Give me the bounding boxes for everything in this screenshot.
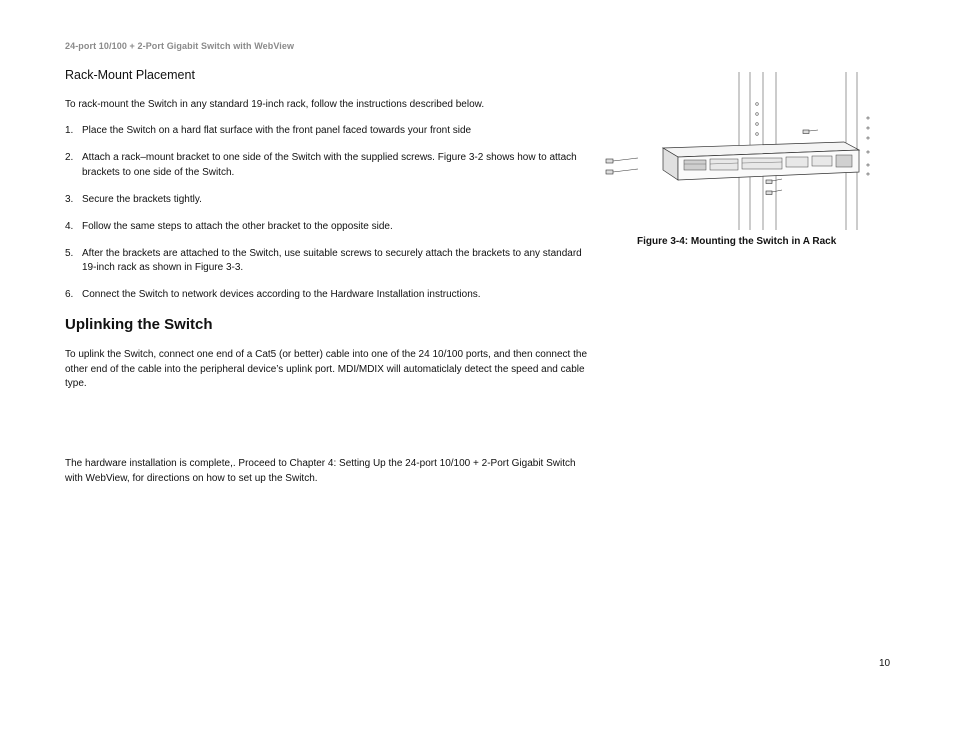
step-text: Connect the Switch to network devices according to the Hardware Installation instructions.	[82, 289, 481, 300]
step-number: 2.	[65, 152, 74, 163]
page-number: 10	[879, 658, 891, 669]
step-item	[65, 288, 595, 303]
figure-caption: Figure 3-4: Mounting the Switch in A Rack	[637, 236, 837, 247]
step-text: Follow the same steps to attach the other bracket to the opposite side.	[82, 220, 393, 232]
rack-mount-steps	[65, 124, 595, 315]
step-text: Place the Switch on a hard flat surface with the front panel faced towards your front side	[82, 125, 472, 136]
step-item	[65, 151, 595, 180]
uplinking-text: To uplink the Switch, connect one end of a Cat5 (or better) cable into one of the 24 10/100 ports, and then connect the other end of the cable into the peripheral device’s uplink port. MDI/MDIX will automaticlaly detect the speed and cable type.	[65, 349, 588, 389]
rack-mount-intro: To rack-mount the Switch in any standard 19-inch rack, follow the instructions described below.	[65, 99, 485, 110]
closing-text: The hardware installation is complete,. Proceed to Chapter 4: Setting Up the 24-port 10/100 + 2-Port Gigabit Switch with WebView, for directions on how to set up the Switch.	[65, 458, 576, 484]
rack-mount-illustration	[600, 70, 880, 235]
step-item	[65, 220, 595, 235]
running-header: 24-port 10/100 + 2-Port Gigabit Switch with WebView	[65, 41, 295, 51]
step-number: 4.	[65, 220, 74, 232]
step-text: Attach a rack–mount bracket to one side of the Switch with the supplied screws. Figure 3-2 shows how to attach brackets to one side of the Switch.	[82, 152, 577, 178]
rack-mount-subtitle: Rack-Mount Placement	[65, 68, 195, 82]
step-number: 3.	[65, 193, 74, 205]
step-item	[65, 124, 595, 139]
step-number: 6.	[65, 289, 74, 300]
step-text: Secure the brackets tightly.	[82, 193, 202, 205]
step-item	[65, 247, 595, 276]
step-number: 5.	[65, 247, 74, 259]
step-item	[65, 193, 595, 208]
step-number: 1.	[65, 125, 74, 136]
uplinking-title: Uplinking the Switch	[65, 316, 213, 333]
step-text: After the brackets are attached to the Switch, use suitable screws to securely attach the brackets to any standard 19-inch rack as shown in Figure 3-3.	[82, 247, 582, 273]
